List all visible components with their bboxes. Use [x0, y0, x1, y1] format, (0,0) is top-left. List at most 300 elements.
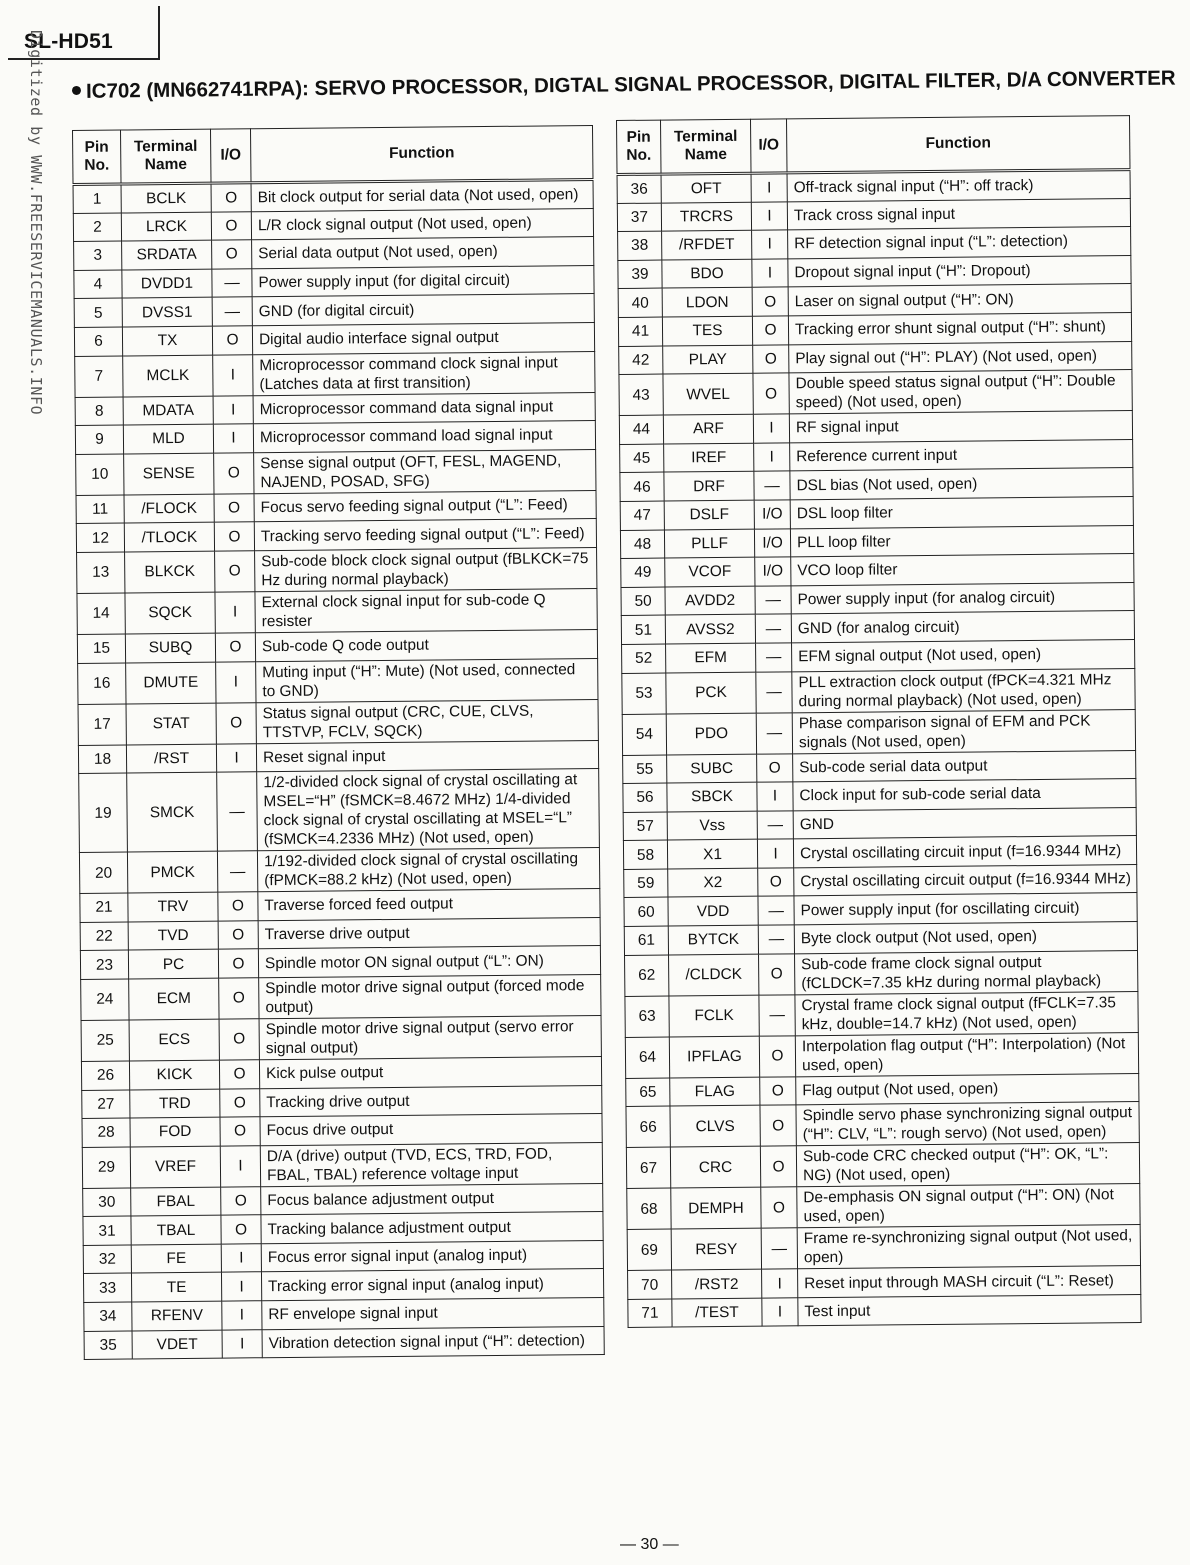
io-cell: I — [220, 1145, 260, 1186]
pin-cell: 24 — [81, 979, 129, 1020]
pin-cell: 25 — [81, 1020, 129, 1061]
terminal-name-cell: TBAL — [131, 1215, 221, 1244]
pin-cell: 16 — [78, 663, 126, 704]
io-cell: O — [758, 868, 794, 897]
function-cell: PLL loop filter — [790, 525, 1133, 557]
col-pin-header: Pin No. — [617, 120, 662, 174]
function-cell: Sense signal output (OFT, FESL, MAGEND, NAJEND, POSAD, SFG) — [254, 449, 596, 493]
function-cell: Tracking error signal input (analog input) — [261, 1269, 603, 1301]
pin-cell: 45 — [620, 444, 664, 473]
pin-cell: 51 — [621, 615, 665, 644]
io-cell: — — [756, 671, 792, 712]
terminal-name-cell: FBAL — [131, 1187, 221, 1216]
terminal-name-cell: IPFLAG — [669, 1036, 759, 1078]
function-cell: Reset signal input — [256, 740, 598, 772]
io-cell: O — [752, 287, 788, 316]
function-cell: Power supply input (for oscillating circuit) — [794, 893, 1137, 925]
io-cell: O — [212, 326, 252, 355]
io-cell: O — [757, 753, 793, 782]
io-cell: O — [220, 1117, 260, 1146]
io-cell: O — [214, 494, 254, 523]
io-cell: I — [222, 1329, 262, 1358]
table-row — [627, 1225, 1140, 1271]
terminal-name-cell: FOD — [130, 1117, 220, 1146]
pin-cell: 30 — [83, 1188, 131, 1217]
function-cell: Focus servo feeding signal output (“L”: Feed) — [254, 490, 596, 522]
function-cell: Power supply input (for digital circuit) — [252, 265, 594, 297]
pin-cell: 64 — [625, 1037, 669, 1078]
function-cell: Power supply input (for analog circuit) — [791, 582, 1134, 614]
pin-cell: 47 — [620, 501, 664, 530]
pin-cell: 62 — [625, 955, 669, 996]
table-row — [622, 668, 1135, 714]
pin-cell: 13 — [77, 552, 125, 593]
terminal-name-cell: EFM — [666, 643, 756, 672]
pin-cell: 55 — [623, 755, 667, 784]
pin-cell: 7 — [75, 356, 123, 397]
terminal-name-cell: OFT — [661, 173, 751, 202]
function-cell: Spindle motor drive signal output (forced mode output) — [259, 974, 601, 1018]
function-cell: Vibration detection signal input (“H”: detection) — [262, 1326, 604, 1358]
function-cell: Clock input for sub-code serial data — [793, 779, 1136, 811]
terminal-name-cell: VREF — [130, 1146, 220, 1188]
io-cell: — — [757, 811, 793, 840]
table-row — [627, 1184, 1140, 1230]
terminal-name-cell: X2 — [668, 868, 758, 897]
terminal-name-cell: PC — [128, 949, 218, 978]
io-cell: O — [760, 1076, 796, 1105]
table-row — [628, 1294, 1141, 1328]
terminal-name-cell: ECM — [129, 978, 219, 1020]
terminal-name-cell: RFENV — [132, 1301, 222, 1330]
terminal-name-cell: TES — [662, 316, 752, 345]
terminal-name-cell: WVEL — [663, 373, 753, 415]
io-cell: I — [754, 443, 790, 472]
pin-cell: 57 — [623, 812, 667, 841]
table-row — [81, 974, 601, 1020]
terminal-name-cell: SMCK — [127, 772, 218, 852]
function-cell: D/A (drive) output (TVD, ECS, TRD, FOD, FBAL, TBAL) reference voltage input — [260, 1142, 602, 1186]
terminal-name-cell: PLLF — [664, 529, 754, 558]
col-pin-header: Pin No. — [73, 130, 122, 184]
pin-table-right — [616, 115, 1142, 1328]
pin-cell: 63 — [625, 996, 669, 1037]
pin-cell: 11 — [76, 495, 124, 524]
table-row — [84, 1326, 604, 1360]
function-cell: External clock signal input for sub-code Q resister — [255, 588, 597, 632]
terminal-name-cell: TRV — [128, 892, 218, 921]
pin-cell: 71 — [628, 1299, 672, 1328]
function-cell: RF envelope signal input — [262, 1298, 604, 1330]
io-cell: I — [762, 1269, 798, 1298]
table-row — [77, 547, 597, 593]
col-io-header: I/O — [210, 129, 251, 183]
pin-cell: 4 — [74, 270, 122, 299]
terminal-name-cell: IREF — [664, 443, 754, 472]
table-row — [82, 1142, 602, 1188]
table-row — [626, 1143, 1139, 1189]
terminal-name-cell: PLAY — [663, 345, 753, 374]
function-cell: De-emphasis ON signal output (“H”: ON) (Not used, open) — [797, 1184, 1140, 1228]
terminal-name-cell: TRCRS — [661, 202, 751, 231]
pin-cell: 10 — [76, 454, 124, 495]
io-cell: O — [216, 702, 256, 743]
terminal-name-cell: RESY — [671, 1228, 761, 1270]
pin-cell: 23 — [80, 950, 128, 979]
io-cell: — — [756, 643, 792, 672]
col-function-header: Function — [250, 126, 593, 183]
pin-cell: 1 — [73, 184, 121, 213]
terminal-name-cell: TE — [131, 1273, 221, 1302]
function-cell: PLL extraction clock output (fPCK=4.321 MHz during normal playback) (Not used, open) — [792, 668, 1135, 712]
terminal-name-cell: ECS — [129, 1019, 219, 1061]
io-cell: — — [758, 896, 794, 925]
pin-cell: 59 — [624, 869, 668, 898]
pin-cell: 46 — [620, 472, 664, 501]
pin-table-left — [72, 125, 605, 1360]
terminal-name-cell: STAT — [126, 703, 216, 745]
function-cell: Tracking drive output — [260, 1085, 602, 1117]
terminal-name-cell: BYTCK — [668, 925, 758, 954]
function-cell: GND (for analog circuit) — [791, 611, 1134, 643]
model-label: SL-HD51 — [24, 30, 113, 53]
function-cell: Microprocessor command data signal input — [253, 392, 595, 424]
terminal-name-cell: /RFDET — [662, 230, 752, 259]
io-cell: — — [212, 297, 252, 326]
function-cell: Focus balance adjustment output — [261, 1183, 603, 1215]
pin-cell: 49 — [621, 558, 665, 587]
io-cell: I — [757, 839, 793, 868]
function-cell: Double speed status signal output (“H”: Double speed) (Not used, open) — [789, 370, 1132, 414]
pin-cell: 2 — [73, 213, 121, 242]
function-cell: Reference current input — [790, 439, 1133, 471]
io-cell: I — [757, 782, 793, 811]
function-cell: Track cross signal input — [787, 198, 1130, 230]
function-cell: Dropout signal input (“H”: Dropout) — [788, 255, 1131, 287]
pin-cell: 53 — [622, 673, 666, 714]
pin-cell: 14 — [77, 593, 125, 634]
table-row — [619, 370, 1132, 416]
io-cell: I — [213, 395, 253, 424]
pin-cell: 61 — [624, 926, 668, 955]
io-cell: — — [217, 772, 258, 851]
pin-cell: 38 — [618, 231, 662, 260]
pin-cell: 56 — [623, 783, 667, 812]
io-cell: I — [221, 1244, 261, 1273]
io-cell: O — [214, 453, 254, 494]
pin-cell: 52 — [622, 644, 666, 673]
function-cell: Crystal oscillating circuit output (f=16.9344 MHz) — [794, 864, 1137, 896]
io-cell: — — [217, 851, 257, 892]
terminal-name-cell: DVSS1 — [122, 298, 212, 327]
terminal-name-cell: FLAG — [670, 1077, 760, 1106]
terminal-name-cell: /TEST — [672, 1298, 762, 1327]
function-cell: Phase comparison signal of EFM and PCK signals (Not used, open) — [792, 709, 1135, 753]
io-cell: I — [752, 230, 788, 259]
pin-cell: 29 — [82, 1147, 130, 1188]
pin-cell: 43 — [619, 374, 663, 415]
function-cell: Traverse forced feed output — [258, 889, 600, 921]
function-cell: Microprocessor command clock signal input (Latches data at first transition) — [253, 351, 595, 395]
pin-cell: 26 — [81, 1061, 129, 1090]
io-cell: — — [758, 925, 794, 954]
pin-cell: 8 — [75, 397, 123, 426]
io-cell: I/O — [754, 500, 790, 529]
function-cell: GND — [793, 807, 1136, 839]
io-cell: O — [753, 344, 789, 373]
function-cell: Sub-code block clock signal output (fBLKCK=75 Hz during normal playback) — [255, 547, 597, 591]
pin-cell: 3 — [74, 241, 122, 270]
pin-cell: 27 — [82, 1089, 130, 1118]
io-cell: I — [752, 259, 788, 288]
pin-cell: 31 — [83, 1216, 131, 1245]
io-cell: O — [215, 633, 255, 662]
function-cell: Off-track signal input (“H”: off track) — [787, 170, 1130, 202]
function-cell: Muting input (“H”: Mute) (Not used, connected to GND) — [256, 658, 598, 702]
terminal-name-cell: DMUTE — [126, 662, 216, 704]
terminal-name-cell: MDATA — [123, 396, 213, 425]
table-header-row — [617, 116, 1130, 175]
terminal-name-cell: SQCK — [125, 592, 215, 634]
io-cell: I — [215, 592, 255, 633]
function-cell: RF detection signal input (“L”: detection) — [788, 227, 1131, 259]
terminal-name-cell: AVSS2 — [665, 614, 755, 643]
col-name-header: Terminal Name — [121, 129, 212, 184]
io-cell: O — [211, 211, 251, 240]
table-row — [625, 991, 1138, 1037]
io-cell: O — [218, 949, 258, 978]
io-cell: — — [761, 1228, 797, 1269]
function-cell: Spindle motor ON signal output (“L”: ON) — [258, 946, 600, 978]
terminal-name-cell: X1 — [667, 839, 757, 868]
watermark: Digitized by WWW.FREESERVICEMANUALS.INFO — [27, 30, 45, 416]
table-row — [78, 699, 598, 745]
function-cell: Focus drive output — [260, 1114, 602, 1146]
pin-cell: 41 — [618, 317, 662, 346]
io-cell: O — [219, 1019, 259, 1060]
terminal-name-cell: FE — [131, 1244, 221, 1273]
terminal-name-cell: PCK — [666, 672, 756, 714]
function-cell: Sub-code serial data output — [793, 750, 1136, 782]
io-cell: O — [221, 1215, 261, 1244]
section-title-text: IC702 (MN662741RPA): SERVO PROCESSOR, DIGTAL SIGNAL PROCESSOR, DIGITAL FILTER, D/A CONVERTER — [85, 66, 1176, 103]
terminal-name-cell: LDON — [662, 288, 752, 317]
function-cell: Spindle motor drive signal output (servo error signal output) — [259, 1015, 601, 1059]
terminal-name-cell: CLVS — [670, 1105, 760, 1147]
pin-cell: 40 — [618, 288, 662, 317]
table-row — [622, 709, 1135, 755]
io-cell: I — [216, 743, 256, 772]
function-cell: Tracking servo feeding signal output (“L”: Feed) — [254, 519, 596, 551]
col-name-header: Terminal Name — [661, 119, 752, 174]
function-cell: Test input — [798, 1294, 1141, 1326]
terminal-name-cell: FCLK — [669, 995, 759, 1037]
table-row — [76, 449, 596, 495]
pin-cell: 12 — [76, 523, 124, 552]
terminal-name-cell: SRDATA — [122, 240, 212, 269]
terminal-name-cell: MLD — [123, 424, 213, 453]
io-cell: O — [211, 183, 251, 212]
function-cell: L/R clock signal output (Not used, open) — [251, 208, 593, 240]
function-cell: Laser on signal output (“H”: ON) — [788, 284, 1131, 316]
pin-cell: 50 — [621, 587, 665, 616]
function-cell: Focus error signal input (analog input) — [261, 1240, 603, 1272]
io-cell: I — [213, 424, 253, 453]
table-body-left — [73, 180, 604, 1360]
pin-cell: 15 — [77, 634, 125, 663]
function-cell: DSL loop filter — [790, 496, 1133, 528]
pin-cell: 9 — [75, 425, 123, 454]
pin-cell: 36 — [617, 174, 661, 203]
pin-cell: 65 — [626, 1078, 670, 1107]
io-cell: — — [212, 269, 252, 298]
function-cell: GND (for digital circuit) — [252, 294, 594, 326]
table-row — [625, 950, 1138, 996]
terminal-name-cell: Vss — [667, 811, 757, 840]
io-cell: O — [753, 373, 789, 414]
terminal-name-cell: TX — [122, 326, 212, 355]
io-cell: — — [759, 994, 795, 1035]
pin-cell: 67 — [626, 1147, 670, 1188]
terminal-name-cell: DVDD1 — [122, 269, 212, 298]
io-cell: O — [760, 1146, 796, 1187]
io-cell: — — [755, 614, 791, 643]
io-cell: O — [761, 1187, 797, 1228]
io-cell: O — [218, 892, 258, 921]
function-cell: 1/2-divided clock signal of crystal oscillating at MSEL=“H” (fSMCK=8.4672 MHz) 1/4-divided clock signal of crystal oscillating at MSEL=“L” (fSMCK=4.2336 MHz) (Not used, open) — [257, 769, 600, 851]
table-header-row — [73, 126, 593, 185]
table-row — [81, 1015, 601, 1061]
terminal-name-cell: PMCK — [127, 851, 217, 893]
terminal-name-cell: SENSE — [124, 453, 214, 495]
function-cell: DSL bias (Not used, open) — [790, 468, 1133, 500]
pin-cell: 42 — [619, 346, 663, 375]
terminal-name-cell: BCLK — [121, 183, 211, 212]
terminal-name-cell: /CLDCK — [669, 954, 759, 996]
terminal-name-cell: TRD — [130, 1089, 220, 1118]
terminal-name-cell: KICK — [129, 1060, 219, 1089]
pin-cell: 48 — [620, 530, 664, 559]
terminal-name-cell: MCLK — [123, 355, 213, 397]
pin-cell: 68 — [627, 1188, 671, 1229]
pin-cell: 28 — [82, 1118, 130, 1147]
io-cell: O — [221, 1186, 261, 1215]
io-cell: I — [753, 414, 789, 443]
pin-cell: 17 — [78, 704, 126, 745]
function-cell: Flag output (Not used, open) — [796, 1073, 1139, 1105]
io-cell: O — [219, 1060, 259, 1089]
io-cell: O — [218, 920, 258, 949]
function-cell: Reset input through MASH circuit (“L”: Reset) — [798, 1266, 1141, 1298]
io-cell: O — [759, 1035, 795, 1076]
pin-cell: 20 — [79, 852, 127, 893]
function-cell: Byte clock output (Not used, open) — [794, 922, 1137, 954]
function-cell: Microprocessor command load signal input — [253, 421, 595, 453]
function-cell: Kick pulse output — [259, 1056, 601, 1088]
terminal-name-cell: ARF — [663, 414, 753, 443]
terminal-name-cell: /RST2 — [672, 1269, 762, 1298]
function-cell: Interpolation flag output (“H”: Interpolation) (Not used, open) — [795, 1032, 1138, 1076]
pin-cell: 32 — [83, 1245, 131, 1274]
terminal-name-cell: TVD — [128, 921, 218, 950]
function-cell: Serial data output (Not used, open) — [252, 237, 594, 269]
io-cell: I/O — [754, 528, 790, 557]
pin-cell: 39 — [618, 260, 662, 289]
pin-cell: 6 — [74, 327, 122, 356]
function-cell: Frame re-synchronizing signal output (Not used, open) — [797, 1225, 1140, 1269]
terminal-name-cell: PDO — [666, 713, 756, 755]
pin-cell: 21 — [80, 893, 128, 922]
io-cell: I — [751, 173, 787, 202]
io-cell: O — [212, 240, 252, 269]
function-cell: Spindle servo phase synchronizing signal output (“H”: CLV, “L”: rough servo) (Not used, open) — [796, 1102, 1139, 1146]
bullet-icon — [72, 86, 81, 95]
terminal-name-cell: SUBC — [667, 754, 757, 783]
function-cell: 1/192-divided clock signal of crystal oscillating (fPMCK=88.2 kHz) (Not used, open) — [257, 848, 599, 892]
pin-cell: 18 — [78, 745, 126, 774]
function-cell: Digital audio interface signal output — [252, 322, 594, 354]
io-cell: I — [221, 1272, 261, 1301]
pin-cell: 58 — [623, 840, 667, 869]
table-body-right — [617, 170, 1141, 1328]
io-cell: I — [213, 354, 253, 395]
function-cell: Sub-code CRC checked output (“H”: OK, “L”: NG) (Not used, open) — [796, 1143, 1139, 1187]
terminal-name-cell: VDD — [668, 897, 758, 926]
function-cell: Bit clock output for serial data (Not used, open) — [251, 180, 593, 212]
function-cell: Traverse drive output — [258, 917, 600, 949]
terminal-name-cell: DSLF — [664, 500, 754, 529]
io-cell: I/O — [755, 557, 791, 586]
table-row — [626, 1102, 1139, 1148]
col-io-header: I/O — [750, 119, 787, 173]
function-cell: Play signal out (“H”: PLAY) (Not used, open) — [789, 341, 1132, 373]
io-cell: O — [752, 316, 788, 345]
pin-cell: 60 — [624, 898, 668, 927]
pin-cell: 66 — [626, 1106, 670, 1147]
terminal-name-cell: BDO — [662, 259, 752, 288]
pin-cell: 22 — [80, 922, 128, 951]
io-cell: O — [760, 1105, 796, 1146]
pin-cell: 19 — [79, 773, 128, 852]
terminal-name-cell: SBCK — [667, 782, 757, 811]
io-cell: I — [751, 201, 787, 230]
terminal-name-cell: /FLOCK — [124, 494, 214, 523]
pin-cell: 33 — [83, 1273, 131, 1302]
io-cell: I — [222, 1301, 262, 1330]
table-row — [625, 1032, 1138, 1078]
pin-cell: 70 — [628, 1270, 672, 1299]
terminal-name-cell: DRF — [664, 472, 754, 501]
table-row — [78, 658, 598, 704]
terminal-name-cell: DEMPH — [671, 1187, 761, 1229]
io-cell: O — [219, 978, 259, 1019]
function-cell: Tracking balance adjustment output — [261, 1212, 603, 1244]
io-cell: O — [214, 522, 254, 551]
io-cell: — — [755, 586, 791, 615]
terminal-name-cell: BLKCK — [125, 551, 215, 593]
terminal-name-cell: LRCK — [121, 212, 211, 241]
function-cell: Sub-code Q code output — [255, 629, 597, 661]
io-cell: — — [754, 471, 790, 500]
table-row — [75, 351, 595, 397]
function-cell: RF signal input — [789, 411, 1132, 443]
terminal-name-cell: AVDD2 — [665, 586, 755, 615]
pin-cell: 34 — [84, 1302, 132, 1331]
function-cell: Tracking error shunt signal output (“H”: shunt) — [788, 313, 1131, 345]
terminal-name-cell: VCOF — [665, 557, 755, 586]
function-cell: EFM signal output (Not used, open) — [792, 639, 1135, 671]
function-cell: VCO loop filter — [791, 554, 1134, 586]
